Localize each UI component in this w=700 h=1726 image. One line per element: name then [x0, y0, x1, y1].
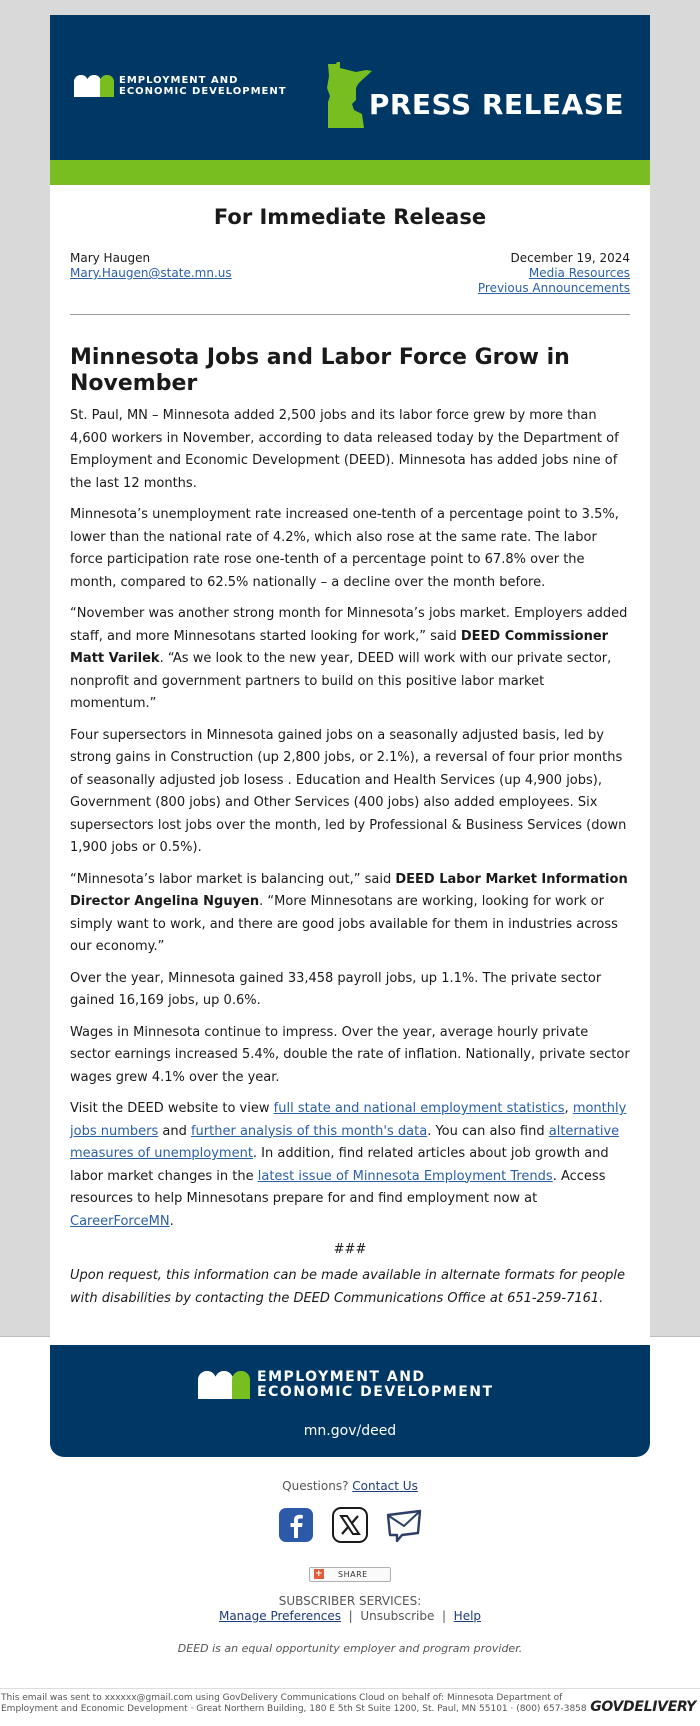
media-resources-link[interactable]: Media Resources	[528, 266, 630, 280]
accessibility-note: Upon request, this information can be made available in alternate formats for people with disabilities by contacting the DEED Communications Office at 651-259-7161.	[70, 1268, 626, 1306]
previous-announcements-link[interactable]: Previous Announcements	[477, 281, 630, 295]
logo-org-line2: ECONOMIC DEVELOPMENT	[119, 86, 287, 97]
unsubscribe-link[interactable]: Unsubscribe	[360, 1608, 435, 1623]
employment-trends-link[interactable]: latest issue of Minnesota Employment Trends	[257, 1168, 553, 1184]
green-accent-bar	[50, 160, 650, 185]
share-wrap	[0, 1561, 700, 1582]
manage-preferences-link[interactable]: Manage Preferences	[218, 1608, 342, 1623]
further-analysis-link[interactable]: further analysis of this month's data	[190, 1123, 428, 1139]
article-paragraph: Minnesota’s unemployment rate increased one-tenth of a percentage point to 3.5%, lower than the national rate of 4.2%, which also rose at the same rate. The labor force participation rate rose one-tenth of a percentage point to 67.8% over the month, compared to 62.5% nationally – a decline over the month before.	[70, 507, 619, 590]
legal-footer	[0, 1688, 700, 1726]
share-button[interactable]	[309, 1567, 391, 1582]
subscriber-services	[0, 1594, 700, 1624]
release-heading: For Immediate Release	[213, 205, 487, 229]
article-paragraph: “November was another strong month for Minnesota’s jobs market. Employers added staff, and more Minnesotans started looking for work,” said DEED Commissioner Matt Varilek. “As we look to the new year, DEED will work with our private sector, nonprofit and government partners to build on this positive labor market momentum.”	[70, 606, 628, 711]
deed-logo	[74, 75, 287, 97]
equal-opportunity-statement: DEED is an equal opportunity employer and program provider.	[177, 1641, 523, 1655]
social-links	[0, 1507, 700, 1543]
logo-org-line1: EMPLOYMENT AND	[119, 75, 239, 86]
monthly-jobs-link[interactable]: monthly jobs numbers	[70, 1101, 627, 1139]
facebook-icon[interactable]	[278, 1507, 314, 1543]
plus-icon: +	[314, 1569, 324, 1579]
contact-row	[70, 251, 630, 296]
commissioner-name: DEED Commissioner Matt Varilek	[70, 628, 609, 666]
employment-statistics-link[interactable]: full state and national employment statistics	[273, 1101, 565, 1116]
article-paragraph: Over the year, Minnesota gained 33,458 payroll jobs, up 1.1%. The private sector gained 16,169 jobs, up 0.6%.	[70, 970, 602, 1008]
article-paragraph: Wages in Minnesota continue to impress. Over the year, average hourly private sector earnings increased 5.4%, double the rate of inflation. Nationally, private sector wages grew 4.1% over the year.	[70, 1024, 630, 1085]
x-icon[interactable]	[332, 1507, 368, 1543]
contact-us-link[interactable]: Contact Us	[352, 1479, 418, 1493]
press-release-banner	[50, 15, 650, 160]
alternative-measures-link[interactable]: alternative measures of unemployment	[70, 1123, 620, 1161]
article-headline: Minnesota Jobs and Labor Force Grow in November	[70, 345, 570, 396]
minnesota-state-icon	[326, 62, 374, 130]
director-name: DEED Labor Market Information Director Angelina Nguyen	[70, 871, 628, 909]
questions-label: Questions?	[282, 1479, 349, 1493]
article-paragraph-links: Visit the DEED website to view full state and national employment statistics, monthly jobs numbers and further analysis of this month's data. You can also find alternative measures of unemployment. In addition, find related articles about job growth and labor market changes in the latest issue of Minnesota Employment Trends. Access resources to help Minnesotans prepare for and find employment now at CareerForceMN.	[70, 1101, 627, 1229]
footer-url[interactable]: mn.gov/deed	[303, 1423, 397, 1439]
release-date: December 19, 2024	[510, 251, 630, 265]
content-divider	[70, 314, 630, 315]
press-release-title: PRESS RELEASE	[368, 88, 624, 121]
mn-logo-icon	[74, 75, 113, 97]
footer-deed-logo	[198, 1370, 494, 1400]
footer-banner	[50, 1345, 650, 1457]
article-paragraph: St. Paul, MN – Minnesota added 2,500 jobs and its labor force grew by more than 4,600 workers in November, according to data released today by the Department of Employment and Economic Development (DEED). Minnesota has added jobs nine of the last 12 months.	[70, 408, 619, 491]
press-release-content	[50, 185, 650, 1349]
govdelivery-logo[interactable]: GOVDELIVERY	[590, 1699, 696, 1715]
questions-line	[0, 1479, 700, 1493]
mn-logo-icon	[198, 1371, 249, 1399]
share-label: SHARE	[338, 1569, 368, 1579]
article-paragraph: “Minnesota’s labor market is balancing out,” said DEED Labor Market Information Director Angelina Nguyen. “More Minnesotans are working, looking for work or simply want to work, and there are good jobs available for them in industries across our economy.”	[70, 871, 628, 954]
help-link[interactable]: Help	[453, 1608, 482, 1623]
legal-line2: Employment and Economic Development · Great Northern Building, 180 E 5th St Suite 1200, St. Paul, MN 55101 · (800) 657-3858	[1, 1704, 587, 1714]
contact-name: Mary Haugen	[70, 251, 151, 265]
separator: |	[348, 1608, 353, 1623]
article-body	[70, 405, 630, 1310]
careerforce-link[interactable]: CareerForceMN	[70, 1213, 170, 1229]
article-paragraph: Four supersectors in Minnesota gained jobs on a seasonally adjusted basis, led by strong gains in Construction (up 2,800 jobs, or 2.1%), a reversal of four prior months of seasonally adjusted job losess . Education and Health Services (up 4,900 jobs), Government (800 jobs) and Other Services (400 jobs) also added employees. Six supersectors lost jobs over the month, led by Professional & Business Services (down 1,900 jobs or 0.5%).	[70, 727, 627, 855]
footer-org-line1: EMPLOYMENT AND	[257, 1369, 426, 1385]
footer-org-line2: ECONOMIC DEVELOPMENT	[257, 1384, 494, 1400]
contact-email-link[interactable]: Mary.Haugen@state.mn.us	[70, 266, 232, 280]
end-mark: ###	[333, 1242, 367, 1257]
separator: |	[441, 1608, 447, 1623]
legal-line1: This email was sent to xxxxxx@gmail.com using GovDelivery Communications Cloud on behalf of: Minnesota Department of	[1, 1693, 563, 1703]
press-release-card	[50, 15, 650, 1349]
subscriber-label: SUBSCRIBER SERVICES:	[278, 1593, 422, 1608]
email-icon[interactable]	[386, 1507, 422, 1543]
